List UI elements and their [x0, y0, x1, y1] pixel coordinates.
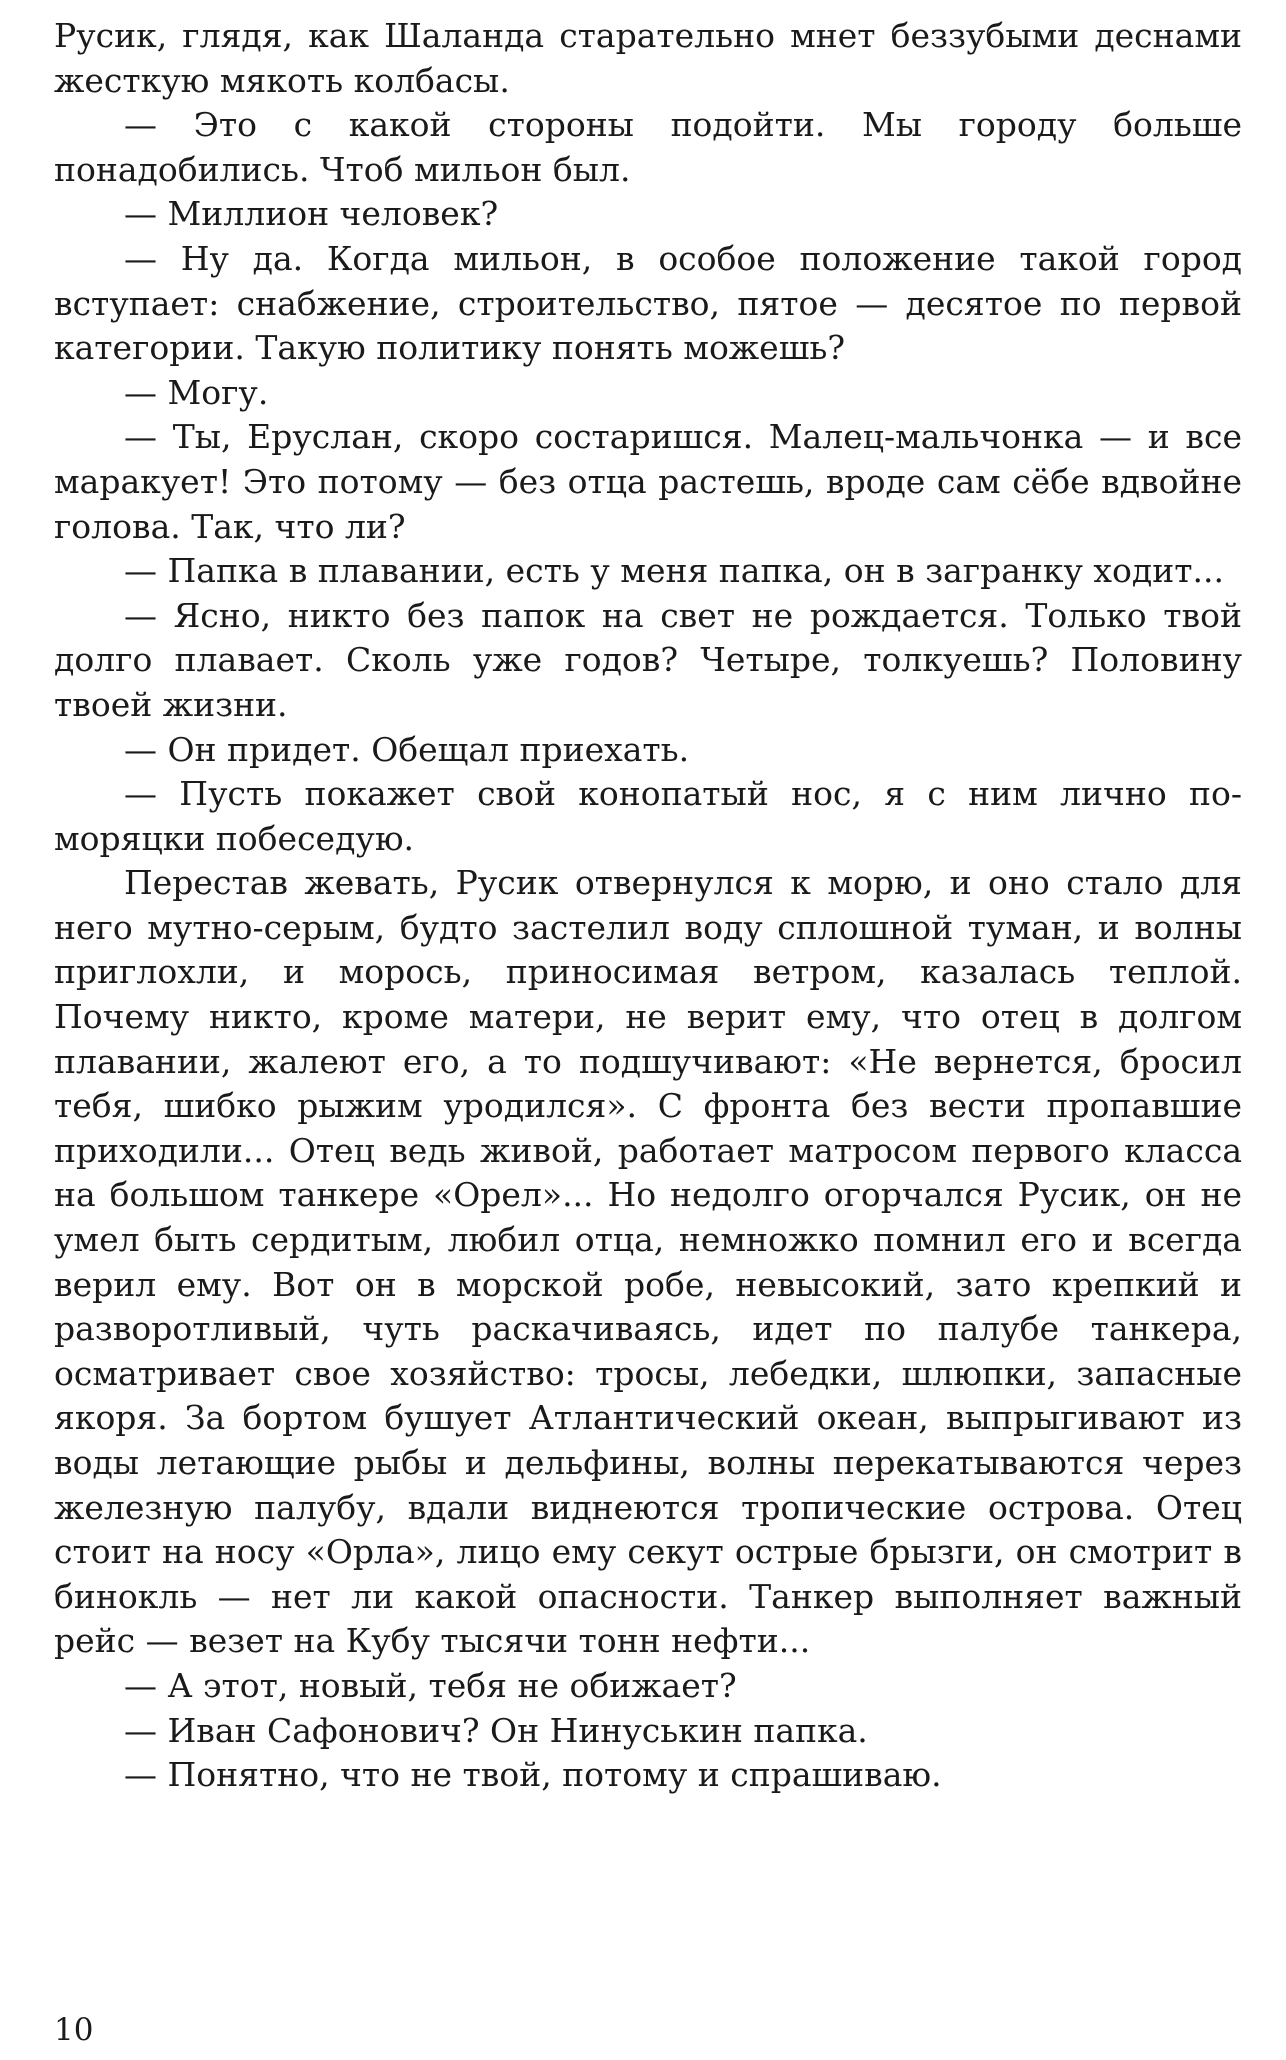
page-number: 10 — [54, 2012, 94, 2048]
paragraph-3: — Миллион человек? — [124, 194, 499, 234]
paragraph-13: — Иван Сафонович? Он Нинуськин папка. — [124, 1710, 868, 1750]
paragraph-9: — Он придет. Обещал приехать. — [124, 729, 690, 769]
paragraph-12: — А этот, новый, тебя не обижает? — [124, 1665, 737, 1705]
paragraph-6: — Ты, Еруслан, скоро состаришся. Малец-мальчонка — и все маракует! Это потому — без отца растешь, вроде сам сёбе вдвойне голова. Так, что ли? — [54, 417, 1242, 546]
paragraph-8: — Ясно, никто без папок на свет не рождается. Только твой долго плавает. Сколь уже годов? Четыре, толкуешь? Половину твоей жизни. — [54, 595, 1242, 724]
page-text — [54, 14, 1242, 1798]
paragraph-4: — Ну да. Когда мильон, в особое положение такой город вступает: снабжение, строительство, пятое — десятое по первой категории. Такую политику понять можешь? — [54, 238, 1242, 368]
paragraph-11: Перестав жевать, Русик отвернулся к морю, и оно стало для него мутно-серым, будто застелил воду сплошной туман, и волны приглохли, и морось, приносимая ветром, казалась теплой. Почему никто, кроме матери, не верит ему, что отец в долгом плавании, жалеют его, а то подшучивают: «Не вернется, бросил тебя, шибко рыжим уродился». С фронта без вести пропавшие приходили... Отец ведь живой, работает матросом первого класса на большом танкере «Орел»... Но недолго огорчался Русик, он не умел быть сердитым, любил отца, немножко помнил его и всегда верил ему. Вот он в морской робе, невысокий, зато крепкий и разворотливый, чуть раскачиваясь, идет по палубе танкера, осматривает свое хозяйство: тросы, лебедки, шлюпки, запасные якоря. За бортом бушует Атлантический океан, выпрыгивают из воды летающие рыбы и дельфины, волны перекатываются через железную палубу, вдали виднеются тропические острова. Отец стоит на носу «Орла», лицо ему секут острые брызги, он смотрит в бинокль — нет ли какой опасности. Танкер выполняет важный рейс — везет на Кубу тысячи тонн нефти... — [54, 863, 1242, 1661]
paragraph-10: — Пусть покажет свой конопатый нос, я с ним лично по-моряцки побеседую. — [54, 774, 1242, 858]
paragraph-14: — Понятно, что не твой, потому и спрашиваю. — [124, 1755, 942, 1795]
paragraph-2: — Это с какой стороны подойти. Мы городу больше понадобились. Чтоб мильон был. — [54, 105, 1242, 189]
paragraph-7: — Папка в плавании, есть у меня папка, он в загранку ходит... — [124, 551, 1224, 591]
paragraph-5: — Могу. — [124, 372, 269, 412]
paragraph-1: Русик, глядя, как Шаланда старательно мнет беззубыми деснами жесткую мякоть колбасы. — [54, 16, 1242, 100]
